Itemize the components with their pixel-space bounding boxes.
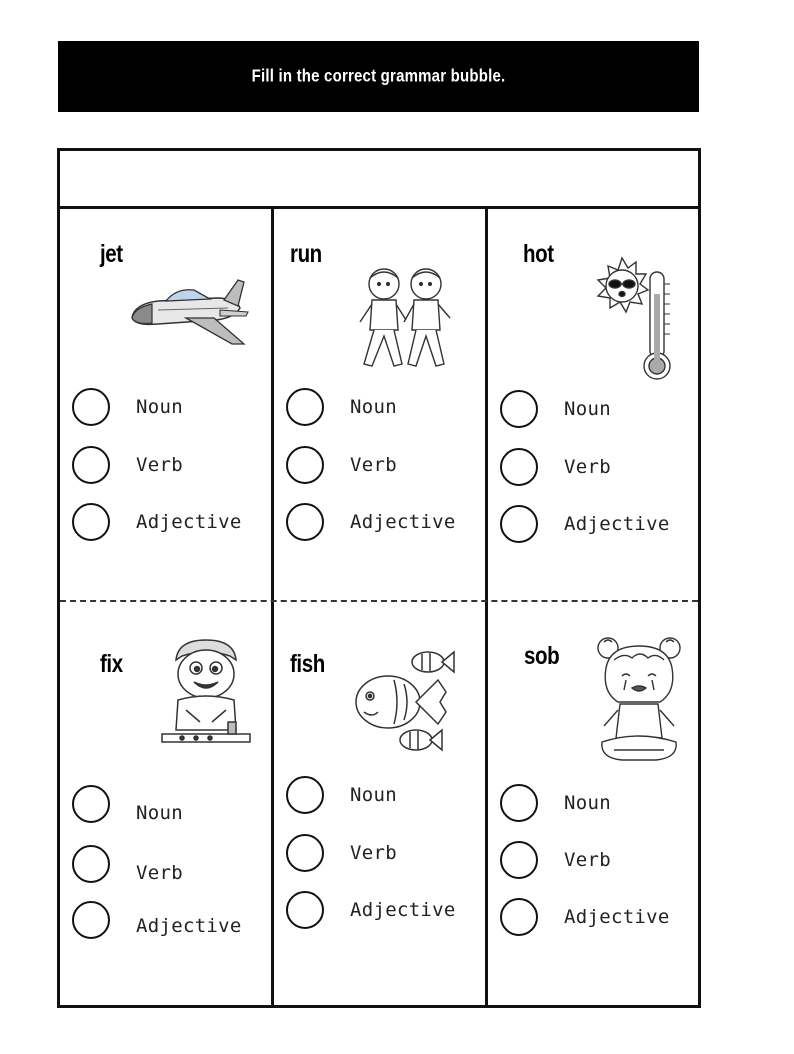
option-label: Verb xyxy=(564,849,611,871)
option-label: Verb xyxy=(350,842,397,864)
running-kids-icon xyxy=(356,264,456,376)
option-label: Noun xyxy=(136,396,183,418)
crying-girl-icon xyxy=(596,634,682,774)
answer-bubble[interactable] xyxy=(500,448,538,486)
option-adjective[interactable] xyxy=(500,898,670,936)
card-word: fish xyxy=(290,650,325,678)
answer-bubble[interactable] xyxy=(500,898,538,936)
option-noun[interactable] xyxy=(286,388,397,426)
answer-bubble[interactable] xyxy=(286,503,324,541)
answer-bubble[interactable] xyxy=(72,845,110,883)
option-label: Adjective xyxy=(564,906,670,928)
option-label: Adjective xyxy=(564,513,670,535)
card-word: sob xyxy=(524,642,560,670)
option-adjective[interactable] xyxy=(72,503,242,541)
answer-bubble[interactable] xyxy=(500,841,538,879)
answer-bubble[interactable] xyxy=(72,785,110,823)
card-word: run xyxy=(290,240,322,268)
option-label: Noun xyxy=(350,784,397,806)
sun-thermometer-icon xyxy=(584,254,680,388)
card-word: jet xyxy=(100,240,123,268)
option-adjective[interactable] xyxy=(72,901,242,939)
option-verb[interactable] xyxy=(72,446,183,484)
option-label: Verb xyxy=(136,862,183,884)
card-word: hot xyxy=(523,240,554,268)
option-label: Verb xyxy=(136,454,183,476)
fish-icon xyxy=(354,650,462,762)
option-verb[interactable] xyxy=(500,841,611,879)
option-noun[interactable] xyxy=(72,388,183,426)
option-label: Adjective xyxy=(350,899,456,921)
boy-fixing-icon xyxy=(160,638,252,754)
word-card-run xyxy=(274,212,486,604)
option-adjective[interactable] xyxy=(286,503,456,541)
option-label: Noun xyxy=(136,802,183,824)
option-noun[interactable] xyxy=(500,784,611,822)
option-noun[interactable] xyxy=(500,390,611,428)
answer-bubble[interactable] xyxy=(286,891,324,929)
word-card-fix xyxy=(60,604,272,996)
answer-bubble[interactable] xyxy=(500,505,538,543)
worksheet-grid xyxy=(57,148,701,1008)
option-label: Verb xyxy=(350,454,397,476)
option-noun[interactable] xyxy=(286,776,397,814)
name-strip xyxy=(60,151,698,209)
answer-bubble[interactable] xyxy=(72,901,110,939)
option-label: Noun xyxy=(350,396,397,418)
option-verb[interactable] xyxy=(286,834,397,872)
option-adjective[interactable] xyxy=(286,891,456,929)
option-verb[interactable] xyxy=(72,844,183,884)
instruction-text: Fill in the correct grammar bubble. xyxy=(251,66,506,87)
option-label: Verb xyxy=(564,456,611,478)
option-label: Adjective xyxy=(136,915,242,937)
option-label: Noun xyxy=(564,792,611,814)
option-verb[interactable] xyxy=(500,448,611,486)
word-card-sob xyxy=(488,604,700,996)
answer-bubble[interactable] xyxy=(500,390,538,428)
word-card-jet xyxy=(60,212,272,604)
answer-bubble[interactable] xyxy=(72,388,110,426)
answer-bubble[interactable] xyxy=(72,446,110,484)
option-adjective[interactable] xyxy=(500,505,670,543)
answer-bubble[interactable] xyxy=(286,446,324,484)
answer-bubble[interactable] xyxy=(286,388,324,426)
option-label: Adjective xyxy=(350,511,456,533)
instruction-banner xyxy=(58,41,699,112)
answer-bubble[interactable] xyxy=(500,784,538,822)
option-verb[interactable] xyxy=(286,446,397,484)
answer-bubble[interactable] xyxy=(72,503,110,541)
answer-bubble[interactable] xyxy=(286,834,324,872)
answer-bubble[interactable] xyxy=(286,776,324,814)
word-card-fish xyxy=(274,604,486,996)
option-noun[interactable] xyxy=(72,784,183,824)
card-word: fix xyxy=(100,650,123,678)
option-label: Noun xyxy=(564,398,611,420)
airplane-icon xyxy=(128,274,250,350)
option-label: Adjective xyxy=(136,511,242,533)
word-card-hot xyxy=(488,212,700,604)
